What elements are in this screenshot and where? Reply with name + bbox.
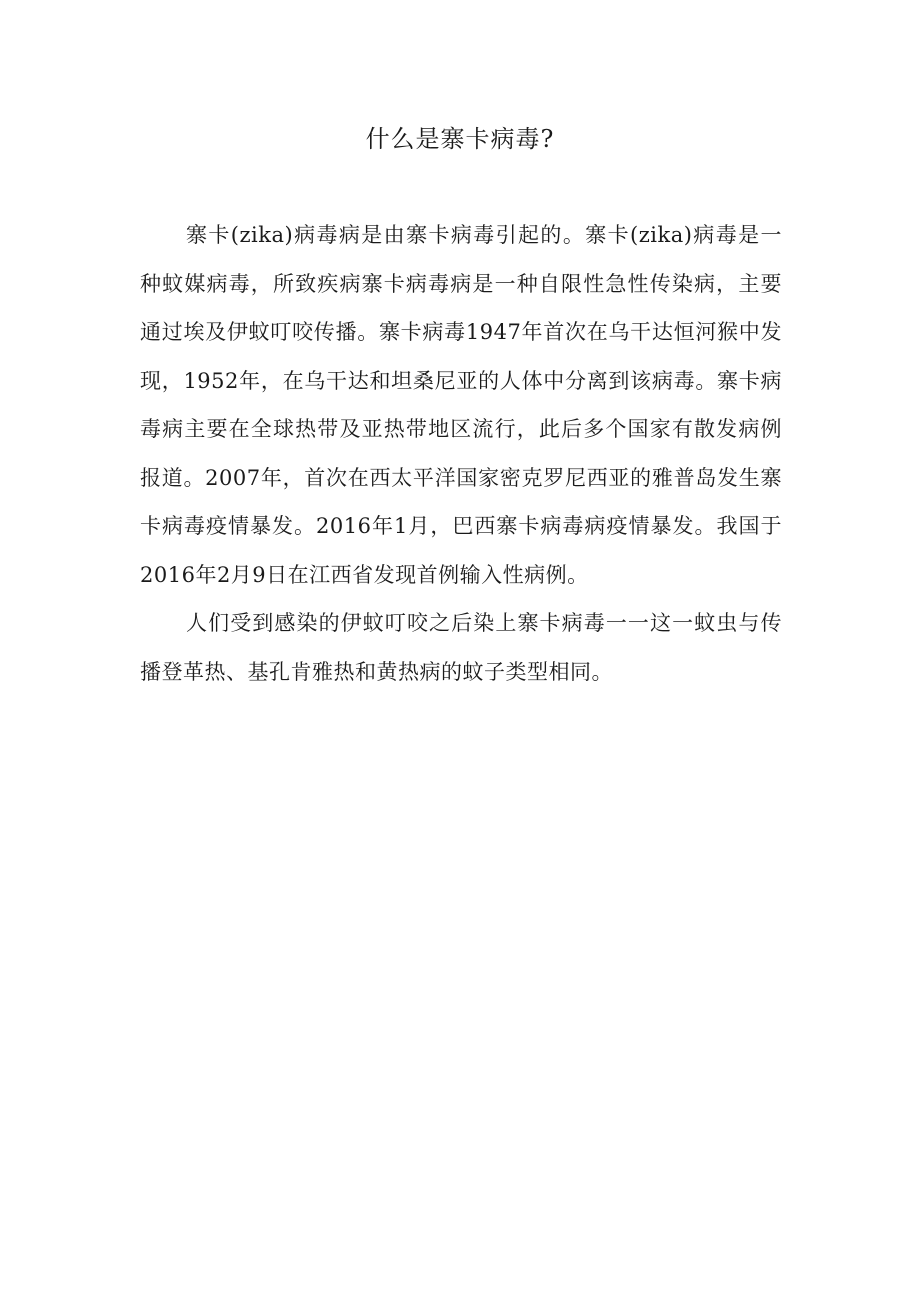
paragraph-transmission: 人们受到感染的伊蚊叮咬之后染上寨卡病毒一一这一蚊虫与传播登革热、基孔肯雅热和黄热病的蚊子类型相同。 [140,611,782,684]
paragraph-intro: 寨卡(zika)病毒病是由寨卡病毒引起的。寨卡(zika)病毒是一种蚊媒病毒，所致疾病寨卡病毒病是一种自限性急性传染病，主要通过埃及伊蚊叮咬传播。寨卡病毒1947年首次在乌干达恒河猴中发现，1952年，在乌干达和坦桑尼亚的人体中分离到该病毒。寨卡病毒病主要在全球热带及亚热带地区流行，此后多个国家有散发病例报道。2007年，首次在西太平洋国家密克罗尼西亚的雅普岛发生寨卡病毒疫情暴发。2016年1月，巴西寨卡病毒病疫情暴发。我国于2016年2月9日在江西省发现首例输入性病例。 [140,223,782,587]
document-body [140,211,782,696]
page-title: 什么是寨卡病毒? [365,125,555,153]
